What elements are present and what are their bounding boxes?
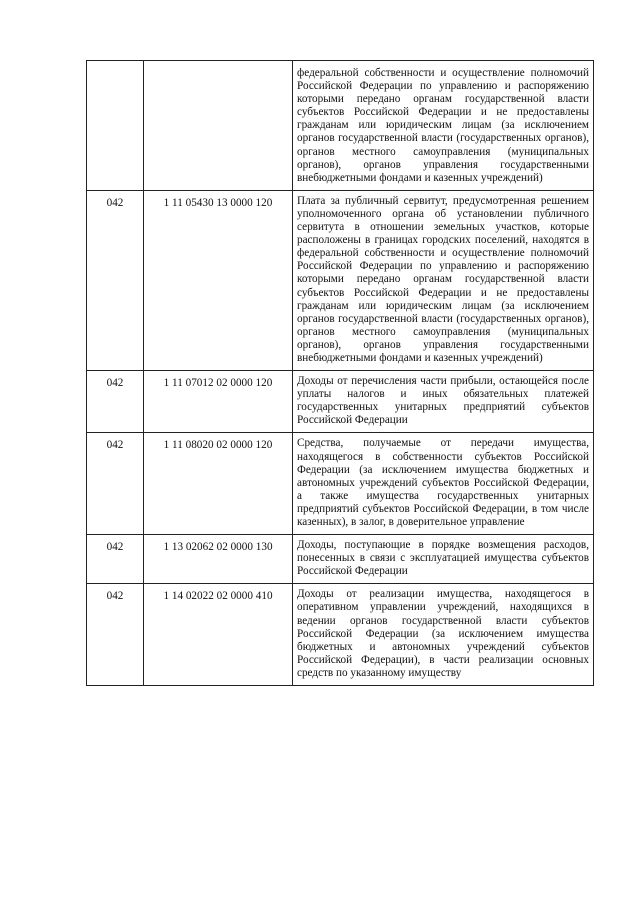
revenue-code-cell: 1 11 05430 13 0000 120 — [144, 190, 293, 370]
admin-code-cell: 042 — [87, 584, 144, 686]
admin-code-cell: 042 — [87, 371, 144, 433]
table-row — [87, 535, 594, 584]
description-cell: Плата за публичный сервитут, предусмотренная решением уполномоченного органа об установлении публичного сервитута в отношении земельных участков, которые расположены в границах городских поселений, находятся в федеральной собственности и осуществление полномочий Российской Федерации по управлению и распоряжению которыми передано органам государственной власти субъектов Российской Федерации и не предоставлены гражданам или юридическим лицам (за исключением органов государственной власти (государственных органов), органов местного самоуправления (муниципальных органов), органов управления государственными внебюджетными фондами и казенных учреждений) — [293, 190, 594, 370]
admin-code-cell: 042 — [87, 190, 144, 370]
revenue-code-cell: 1 11 08020 02 0000 120 — [144, 433, 293, 535]
table-row — [87, 371, 594, 433]
description-cell: Доходы от перечисления части прибыли, остающейся после уплаты налогов и иных обязательных платежей государственных унитарных предприятий субъектов Российской Федерации — [293, 371, 594, 433]
revenue-code-cell: 1 13 02062 02 0000 130 — [144, 535, 293, 584]
description-cell: Доходы от реализации имущества, находящегося в оперативном управлении учреждений, находящихся в ведении органов государственной власти субъектов Российской Федерации (за исключением имущества бюджетных и автономных учреждений субъектов Российской Федерации), в части реализации основных средств по указанному имуществу — [293, 584, 594, 686]
table-row — [87, 433, 594, 535]
description-cell: федеральной собственности и осуществление полномочий Российской Федерации по управлению и распоряжению которыми передано органам государственной власти субъектов Российской Федерации и не предоставлены гражданам или юридическим лицам (за исключением органов государственной власти (государственных органов), органов местного самоуправления (муниципальных органов), органов управления государственными внебюджетными фондами и казенных учреждений) — [293, 61, 594, 191]
description-cell: Доходы, поступающие в порядке возмещения расходов, понесенных в связи с эксплуатацией имущества субъектов Российской Федерации — [293, 535, 594, 584]
description-cell: Средства, получаемые от передачи имущества, находящегося в собственности субъектов Российской Федерации (за исключением имущества бюджетных и автономных учреждений субъектов Российской Федерации, а также имущества государственных унитарных предприятий субъектов Российской Федерации, в том числе казенных), в залог, в доверительное управление — [293, 433, 594, 535]
revenue-codes-table — [86, 60, 594, 686]
admin-code-cell — [87, 61, 144, 191]
table-row — [87, 190, 594, 370]
admin-code-cell: 042 — [87, 535, 144, 584]
revenue-code-cell — [144, 61, 293, 191]
table-row — [87, 61, 594, 191]
admin-code-cell: 042 — [87, 433, 144, 535]
table-row — [87, 584, 594, 686]
revenue-code-cell: 1 14 02022 02 0000 410 — [144, 584, 293, 686]
revenue-code-cell: 1 11 07012 02 0000 120 — [144, 371, 293, 433]
